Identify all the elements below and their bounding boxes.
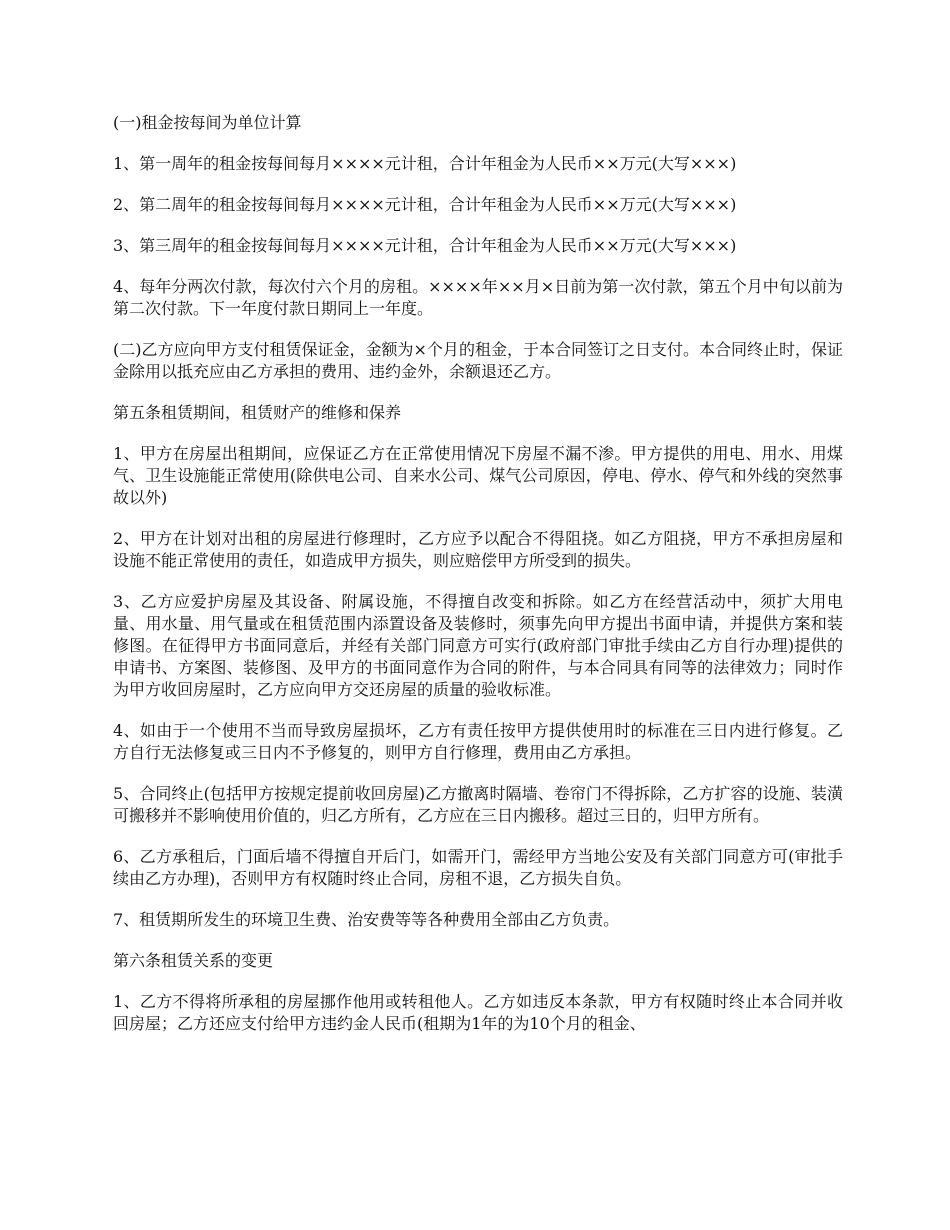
- clause-damage-repair: 4、如由于一个使用不当而导致房屋损坏，乙方有责任按甲方提供使用时的标准在三日内进行修复。乙方自行无法修复或三日内不予修复的，则甲方自行修理，费用由乙方承担。: [113, 721, 843, 762]
- clause-termination-fixtures: 5、合同终止(包括甲方按规定提前收回房屋)乙方撤离时隔墙、卷帘门不得拆除，乙方扩容的设施、装潢可搬移并不影响使用价值的，归乙方所有，乙方应在三日内搬移。超过三日的，归甲方所有。: [113, 784, 843, 825]
- clause-alterations: 3、乙方应爱护房屋及其设备、附属设施，不得擅自改变和拆除。如乙方在经营活动中，须扩大用电量、用水量、用气量或在租赁范围内添置设备及装修时，须事先向甲方提出书面申请，并提供方案和装修图。在征得甲方书面同意后，并经有关部门同意方可实行(政府部门审批手续由乙方自行办理)提供的申请书、方案图、装修图、及甲方的书面同意作为合同的附件，与本合同具有同等的法律效力；同时作为甲方收回房屋时，乙方应向甲方交还房屋的质量的验收标准。: [113, 592, 843, 699]
- section-security-deposit: (二)乙方应向甲方支付租赁保证金，金额为×个月的租金，于本合同签订之日支付。本合同终止时，保证金除用以抵充应由乙方承担的费用、违约金外，余额退还乙方。: [113, 340, 843, 381]
- clause-year-three-rent: 3、第三周年的租金按每间每月××××元计租，合计年租金为人民币××万元(大写×××): [113, 236, 737, 255]
- document-body: [113, 112, 843, 1054]
- clause-payment-schedule: 4、每年分两次付款，每次付六个月的房租。××××年××月×日前为第一次付款，第五个月中旬以前为第二次付款。下一年度付款日期同上一年度。: [113, 277, 843, 318]
- clause-utilities-guarantee: 1、甲方在房屋出租期间，应保证乙方在正常使用情况下房屋不漏不渗。甲方提供的用电、用水、用煤气、卫生设施能正常使用(除供电公司、自来水公司、煤气公司原因，停电、停水、停气和外线的突然事故以外): [113, 444, 843, 507]
- clause-year-one-rent: 1、第一周年的租金按每间每月××××元计租，合计年租金为人民币××万元(大写×××): [113, 154, 737, 173]
- clause-rear-door: 6、乙方承租后，门面后墙不得擅自开后门，如需开门，需经甲方当地公安及有关部门同意方可(审批手续由乙方办理)，否则甲方有权随时终止合同，房租不退，乙方损失自负。: [113, 847, 843, 888]
- clause-repair-cooperation: 2、甲方在计划对出租的房屋进行修理时，乙方应予以配合不得阻挠。如乙方阻挠，甲方不承担房屋和设施不能正常使用的责任，如造成甲方损失，则应赔偿甲方所受到的损失。: [113, 529, 843, 570]
- clause-fees: 7、租赁期所发生的环境卫生费、治安费等等各种费用全部由乙方负责。: [113, 910, 620, 929]
- section-heading-rent-calculation: (一)租金按每间为单位计算: [113, 113, 302, 132]
- article-five-heading: 第五条租赁期间，租赁财产的维修和保养: [113, 403, 402, 422]
- clause-year-two-rent: 2、第二周年的租金按每间每月××××元计租，合计年租金为人民币××万元(大写×××): [113, 195, 737, 214]
- article-six-heading: 第六条租赁关系的变更: [113, 951, 274, 970]
- clause-no-sublease: 1、乙方不得将所承租的房屋挪作他用或转租他人。乙方如违反本条款，甲方有权随时终止本合同并收回房屋；乙方还应支付给甲方违约金人民币(租期为1年的为10个月的租金、: [113, 992, 843, 1033]
